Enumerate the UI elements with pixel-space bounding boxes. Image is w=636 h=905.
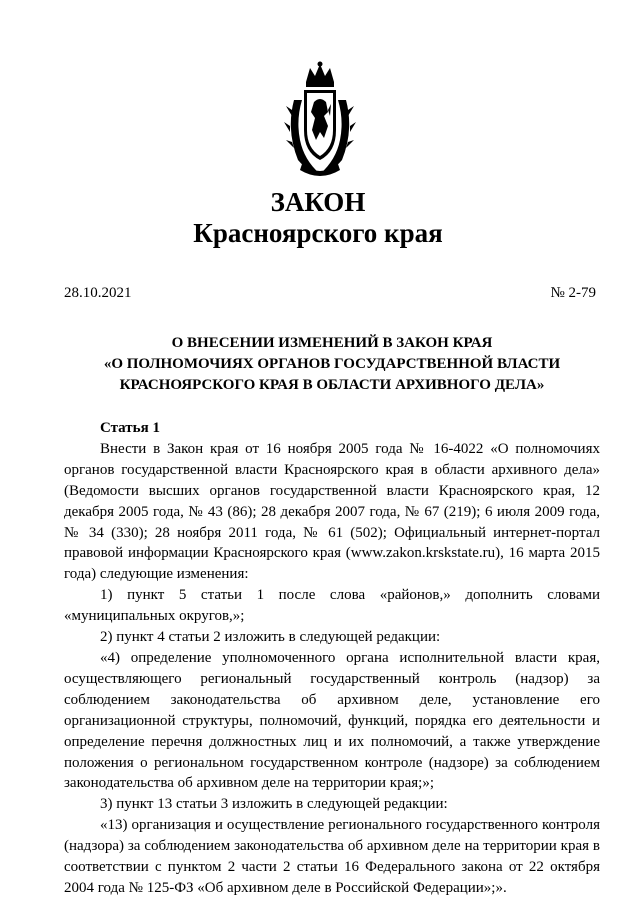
paragraph: «13) организация и осуществление регионального государственного контроля (надзора) за соблюдением законодательства об архивном деле на территории края в соответствии с пунктом 2 части 2 статьи 16 Федерального закона от 22 октября 2004 года № 125-ФЗ «Об архивном деле в Российской Федерации»;». bbox=[64, 817, 600, 896]
document-subtitle: Красноярского края bbox=[193, 218, 443, 248]
heading-line: «О ПОЛНОМОЧИЯХ ОРГАНОВ ГОСУДАРСТВЕННОЙ ВЛАСТИ bbox=[103, 356, 561, 372]
paragraph: 2) пункт 4 статьи 2 изложить в следующей редакции: bbox=[100, 629, 441, 646]
paragraph: «4) определение уполномоченного органа исполнительной власти края, осуществляющего региональный государственный контроль (надзор) за соблюдением законодательства об архивном деле, установление его организационной структуры, полномочий, функций, порядка его деятельности и определение перечня должностных лиц и их полномочий, а также утверждение положения о региональном государственном контроле (надзоре) за соблюдением законодательства об архивном деле на территории края;»; bbox=[64, 649, 600, 792]
document-number: № 2-79 bbox=[550, 285, 596, 301]
coat-of-arms-icon bbox=[284, 60, 356, 180]
article-title: Статья 1 bbox=[100, 420, 160, 436]
law-heading bbox=[64, 333, 600, 396]
document-date: 28.10.2021 bbox=[64, 285, 132, 301]
heading-line: КРАСНОЯРСКОГО КРАЯ В ОБЛАСТИ АРХИВНОГО ДЕЛА» bbox=[119, 377, 545, 393]
paragraph: Внести в Закон края от 16 ноября 2005 года № 16-4022 «О полномочиях органов государственной власти Красноярского края в области архивного дела» (Ведомости высших органов государственной власти Красноярского края, 12 декабря 2005 года, № 43 (86); 28 декабря 2007 года, № 67 (219); 6 июля 2009 года, № 34 (330); 28 ноября 2011 года, № 61 (502); Официальный интернет-портал правовой информации Красноярского края (www.zakon.krskstate.ru), 16 марта 2015 года) следующие изменения: bbox=[64, 440, 600, 583]
law-body bbox=[64, 418, 600, 899]
document-title: ЗАКОН bbox=[270, 187, 366, 217]
paragraph: 3) пункт 13 статьи 3 изложить в следующей редакции: bbox=[100, 796, 448, 813]
paragraph: 1) пункт 5 статьи 1 после слова «районов,» дополнить словами «муниципальных округов,»; bbox=[64, 587, 600, 625]
heading-line: О ВНЕСЕНИИ ИЗМЕНЕНИЙ В ЗАКОН КРАЯ bbox=[171, 335, 493, 351]
